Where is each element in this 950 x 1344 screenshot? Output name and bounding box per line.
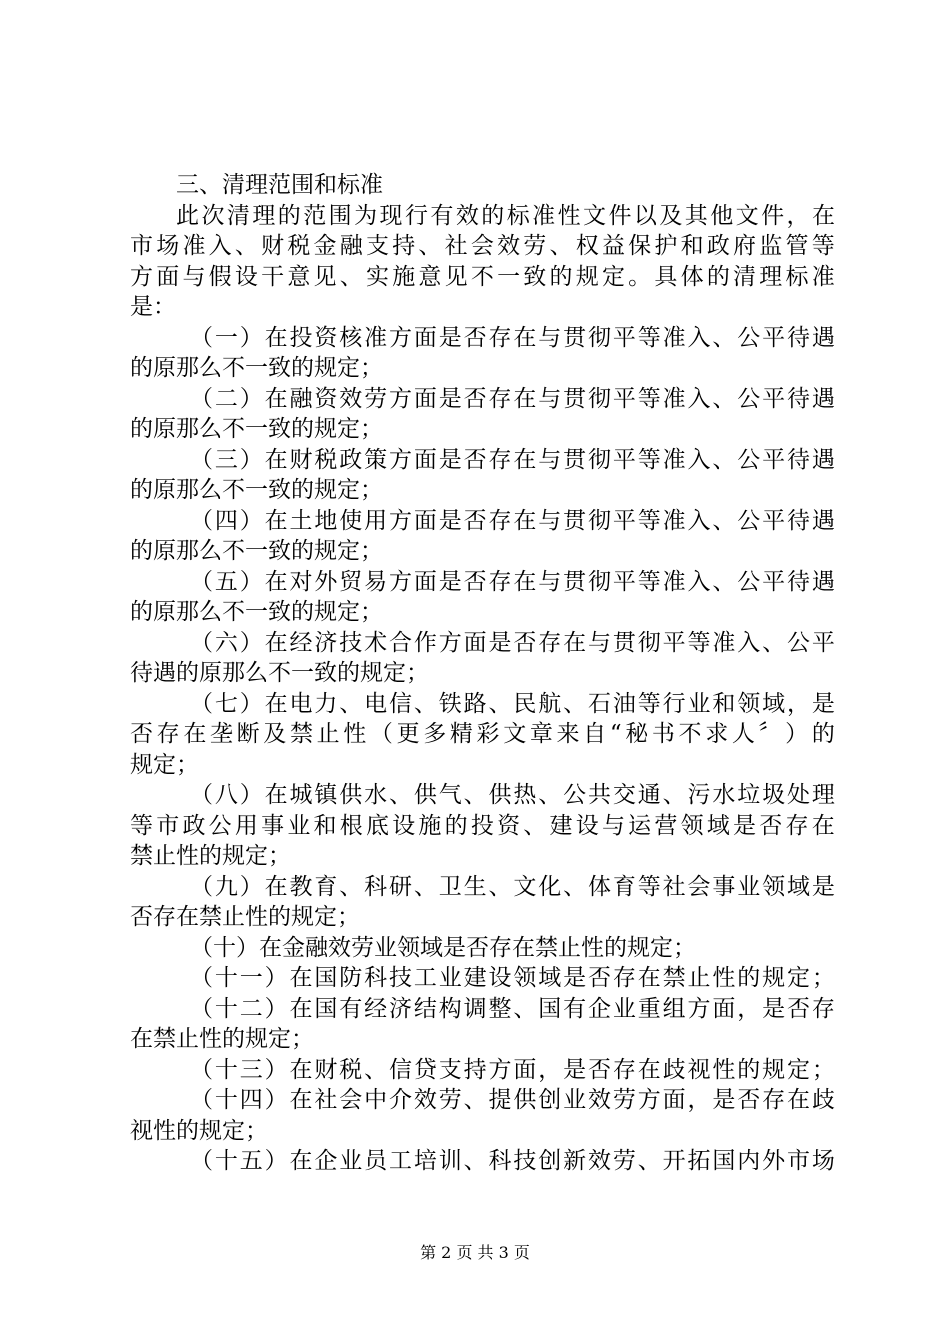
- text-line: （ 二 ） 在 融 资 效 劳 方 面 是 否 存 在 与 贯 彻 平 等 准 入 、 公 平 待 遇: [190, 385, 835, 412]
- text-line: 是：: [130, 294, 176, 320]
- text-line: （ 五 ） 在 对 外 贸 易 方 面 是 否 存 在 与 贯 彻 平 等 准 入 、 公 平 待 遇: [190, 568, 835, 595]
- document-body: [130, 170, 835, 1177]
- text-line: 否存在禁止性的规定；: [130, 904, 360, 930]
- text-line: 否 存 在 垄 断 及 禁 止 性 （ 更 多 精 彩 文 章 来 自 “ 秘 书 不 求 人 〞 ） 的: [130, 721, 835, 747]
- text-line: （ 八 ） 在 城 镇 供 水 、 供 气 、 供 热 、 公 共 交 通 、 污 水 垃 圾 处 理: [190, 782, 835, 808]
- text-line: （ 十 五 ） 在 企 业 员 工 培 训 、 科 技 创 新 效 劳 、 开 拓 国 内 外 市 场: [190, 1148, 835, 1174]
- text-line: （ 三 ） 在 财 税 政 策 方 面 是 否 存 在 与 贯 彻 平 等 准 入 、 公 平 待 遇: [190, 446, 835, 473]
- text-line: 的原那么不一致的规定；: [130, 599, 383, 625]
- text-line: 禁止性的规定；: [130, 843, 291, 869]
- text-line: 方 面 与 假 设 干 意 见 、 实 施 意 见 不 一 致 的 规 定 。 具 体 的 清 理 标 准: [130, 263, 835, 290]
- text-line: 的原那么不一致的规定；: [130, 355, 383, 381]
- text-line: 的原那么不一致的规定；: [130, 416, 383, 442]
- text-line: （ 十 四 ） 在 社 会 中 介 效 劳 、 提 供 创 业 效 劳 方 面 ， 是 否 存 在 歧: [190, 1087, 835, 1113]
- text-line: 等 市 政 公 用 事 业 和 根 底 设 施 的 投 资 、 建 设 与 运 营 领 域 是 否 存 在: [130, 812, 835, 839]
- text-line: 的原那么不一致的规定；: [130, 477, 383, 503]
- text-line: 的原那么不一致的规定；: [130, 538, 383, 564]
- text-line: （ 九 ） 在 教 育 、 科 研 、 卫 生 、 文 化 、 体 育 等 社 会 事 业 领 域 是: [190, 873, 835, 900]
- text-line: 规定；: [130, 751, 199, 778]
- text-line: （ 十 一 ） 在 国 防 科 技 工 业 建 设 领 域 是 否 存 在 禁 止 性 的 规 定 ；: [190, 965, 835, 991]
- text-line: 市 场 准 入 、 财 税 金 融 支 持 、 社 会 效 劳 、 权 益 保 护 和 政 府 监 管 等: [130, 233, 835, 259]
- text-line: （ 四 ） 在 土 地 使 用 方 面 是 否 存 在 与 贯 彻 平 等 准 入 、 公 平 待 遇: [190, 507, 835, 534]
- text-line: （十）在金融效劳业领域是否存在禁止性的规定；: [190, 934, 696, 961]
- text-line: 此 次 清 理 的 范 围 为 现 行 有 效 的 标 准 性 文 件 以 及 其 他 文 件 ， 在: [176, 202, 835, 229]
- page-footer: 第 2 页 共 3 页: [420, 1243, 530, 1262]
- text-line: 视性的规定；: [130, 1117, 268, 1144]
- text-line: （ 七 ） 在 电 力 、 电 信 、 铁 路 、 民 航 、 石 油 等 行 业 和 领 域 ， 是: [190, 690, 835, 717]
- text-line: 在禁止性的规定；: [130, 1026, 314, 1052]
- text-line: （ 一 ） 在 投 资 核 准 方 面 是 否 存 在 与 贯 彻 平 等 准 入 、 公 平 待 遇: [190, 324, 835, 351]
- text-line: （ 十 三 ） 在 财 税 、 信 贷 支 持 方 面 ， 是 否 存 在 歧 视 性 的 规 定 ；: [190, 1056, 835, 1083]
- text-line: 三、清理范围和标准: [176, 172, 383, 198]
- text-line: （ 六 ） 在 经 济 技 术 合 作 方 面 是 否 存 在 与 贯 彻 平 等 准 入 、 公 平: [190, 629, 835, 656]
- text-line: （ 十 二 ） 在 国 有 经 济 结 构 调 整 、 国 有 企 业 重 组 方 面 ， 是 否 存: [190, 995, 835, 1022]
- text-line: 待遇的原那么不一致的规定；: [130, 660, 429, 686]
